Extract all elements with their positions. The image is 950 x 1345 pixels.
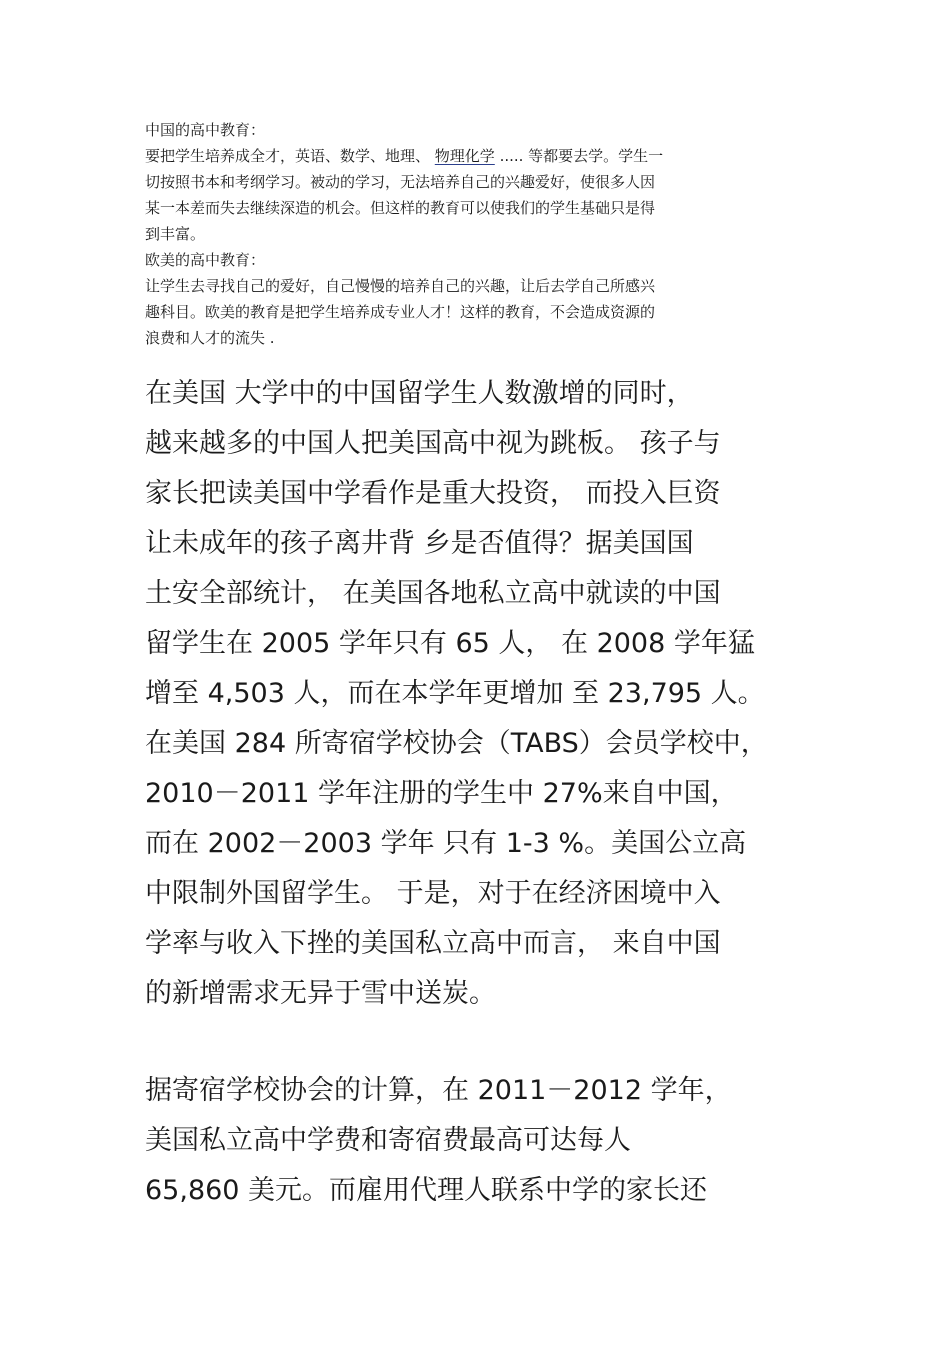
physics-chemistry-link[interactable]: 物理化学 [434, 147, 495, 165]
paragraph-line: 越来越多的中国人把美国高中视为跳板。 孩子与 [145, 428, 721, 459]
paragraph-line: 据寄宿学校协会的计算，在 2011－2012 学年， [145, 1075, 732, 1106]
paragraph-line: 留学生在 2005 学年只有 65 人， 在 2008 学年猛 [145, 628, 755, 659]
paragraph-line: 增至 4,503 人，而在本学年更增加 至 23,795 人。 [145, 678, 765, 709]
paragraph-line: 65,860 美元。而雇用代理人联系中学的家长还 [145, 1175, 708, 1206]
paragraph-line: 2010－2011 学年注册的学生中 27%来自中国， [145, 778, 738, 809]
text-segment: ..... 等都要去学。学生一 [494, 147, 664, 165]
china-education-heading: 中国的高中教育： [145, 121, 266, 139]
paragraph-line: 而在 2002－2003 学年 只有 1-3 %。美国公立高 [145, 828, 747, 859]
paragraph-line: 土安全部统计， 在美国各地私立高中就读的中国 [145, 578, 721, 609]
china-education-line: 某一本差而失去继续深造的机会。但这样的教育可以使我们的学生基础只是得 [145, 199, 656, 217]
paragraph-line: 学率与收入下挫的美国私立高中而言， 来自中国 [145, 928, 721, 959]
article-paragraph-1 [145, 369, 825, 1019]
paragraph-line: 美国私立高中学费和寄宿费最高可达每人 [145, 1125, 631, 1156]
china-education-line [145, 143, 825, 169]
paragraph-line: 的新增需求无异于雪中送炭。 [145, 978, 496, 1009]
west-education-heading: 欧美的高中教育： [145, 251, 266, 269]
paragraph-line: 家长把读美国中学看作是重大投资， 而投入巨资 [145, 478, 721, 509]
article-paragraph-2 [145, 1066, 825, 1216]
education-comparison-block [145, 117, 825, 351]
paragraph-line: 中限制外国留学生。 于是，对于在经济困境中入 [145, 878, 721, 909]
west-education-line: 浪费和人才的流失 . [145, 329, 275, 347]
west-education-line: 趣科目。欧美的教育是把学生培养成专业人才！这样的教育，不会造成资源的 [145, 303, 656, 321]
paragraph-line: 在美国 284 所寄宿学校协会（TABS）会员学校中， [145, 728, 768, 759]
paragraph-line: 让未成年的孩子离井背 乡是否值得？据美国国 [145, 528, 694, 559]
china-education-line: 切按照书本和考纲学习。被动的学习，无法培养自己的兴趣爱好，使很多人因 [145, 173, 656, 191]
west-education-line: 让学生去寻找自己的爱好，自己慢慢的培养自己的兴趣，让后去学自己所感兴 [145, 277, 656, 295]
text-segment: 要把学生培养成全才，英语、数学、地理、 [145, 147, 435, 165]
paragraph-line: 在美国 大学中的中国留学生人数激增的同时， [145, 378, 694, 409]
china-education-line: 到丰富。 [145, 225, 206, 243]
